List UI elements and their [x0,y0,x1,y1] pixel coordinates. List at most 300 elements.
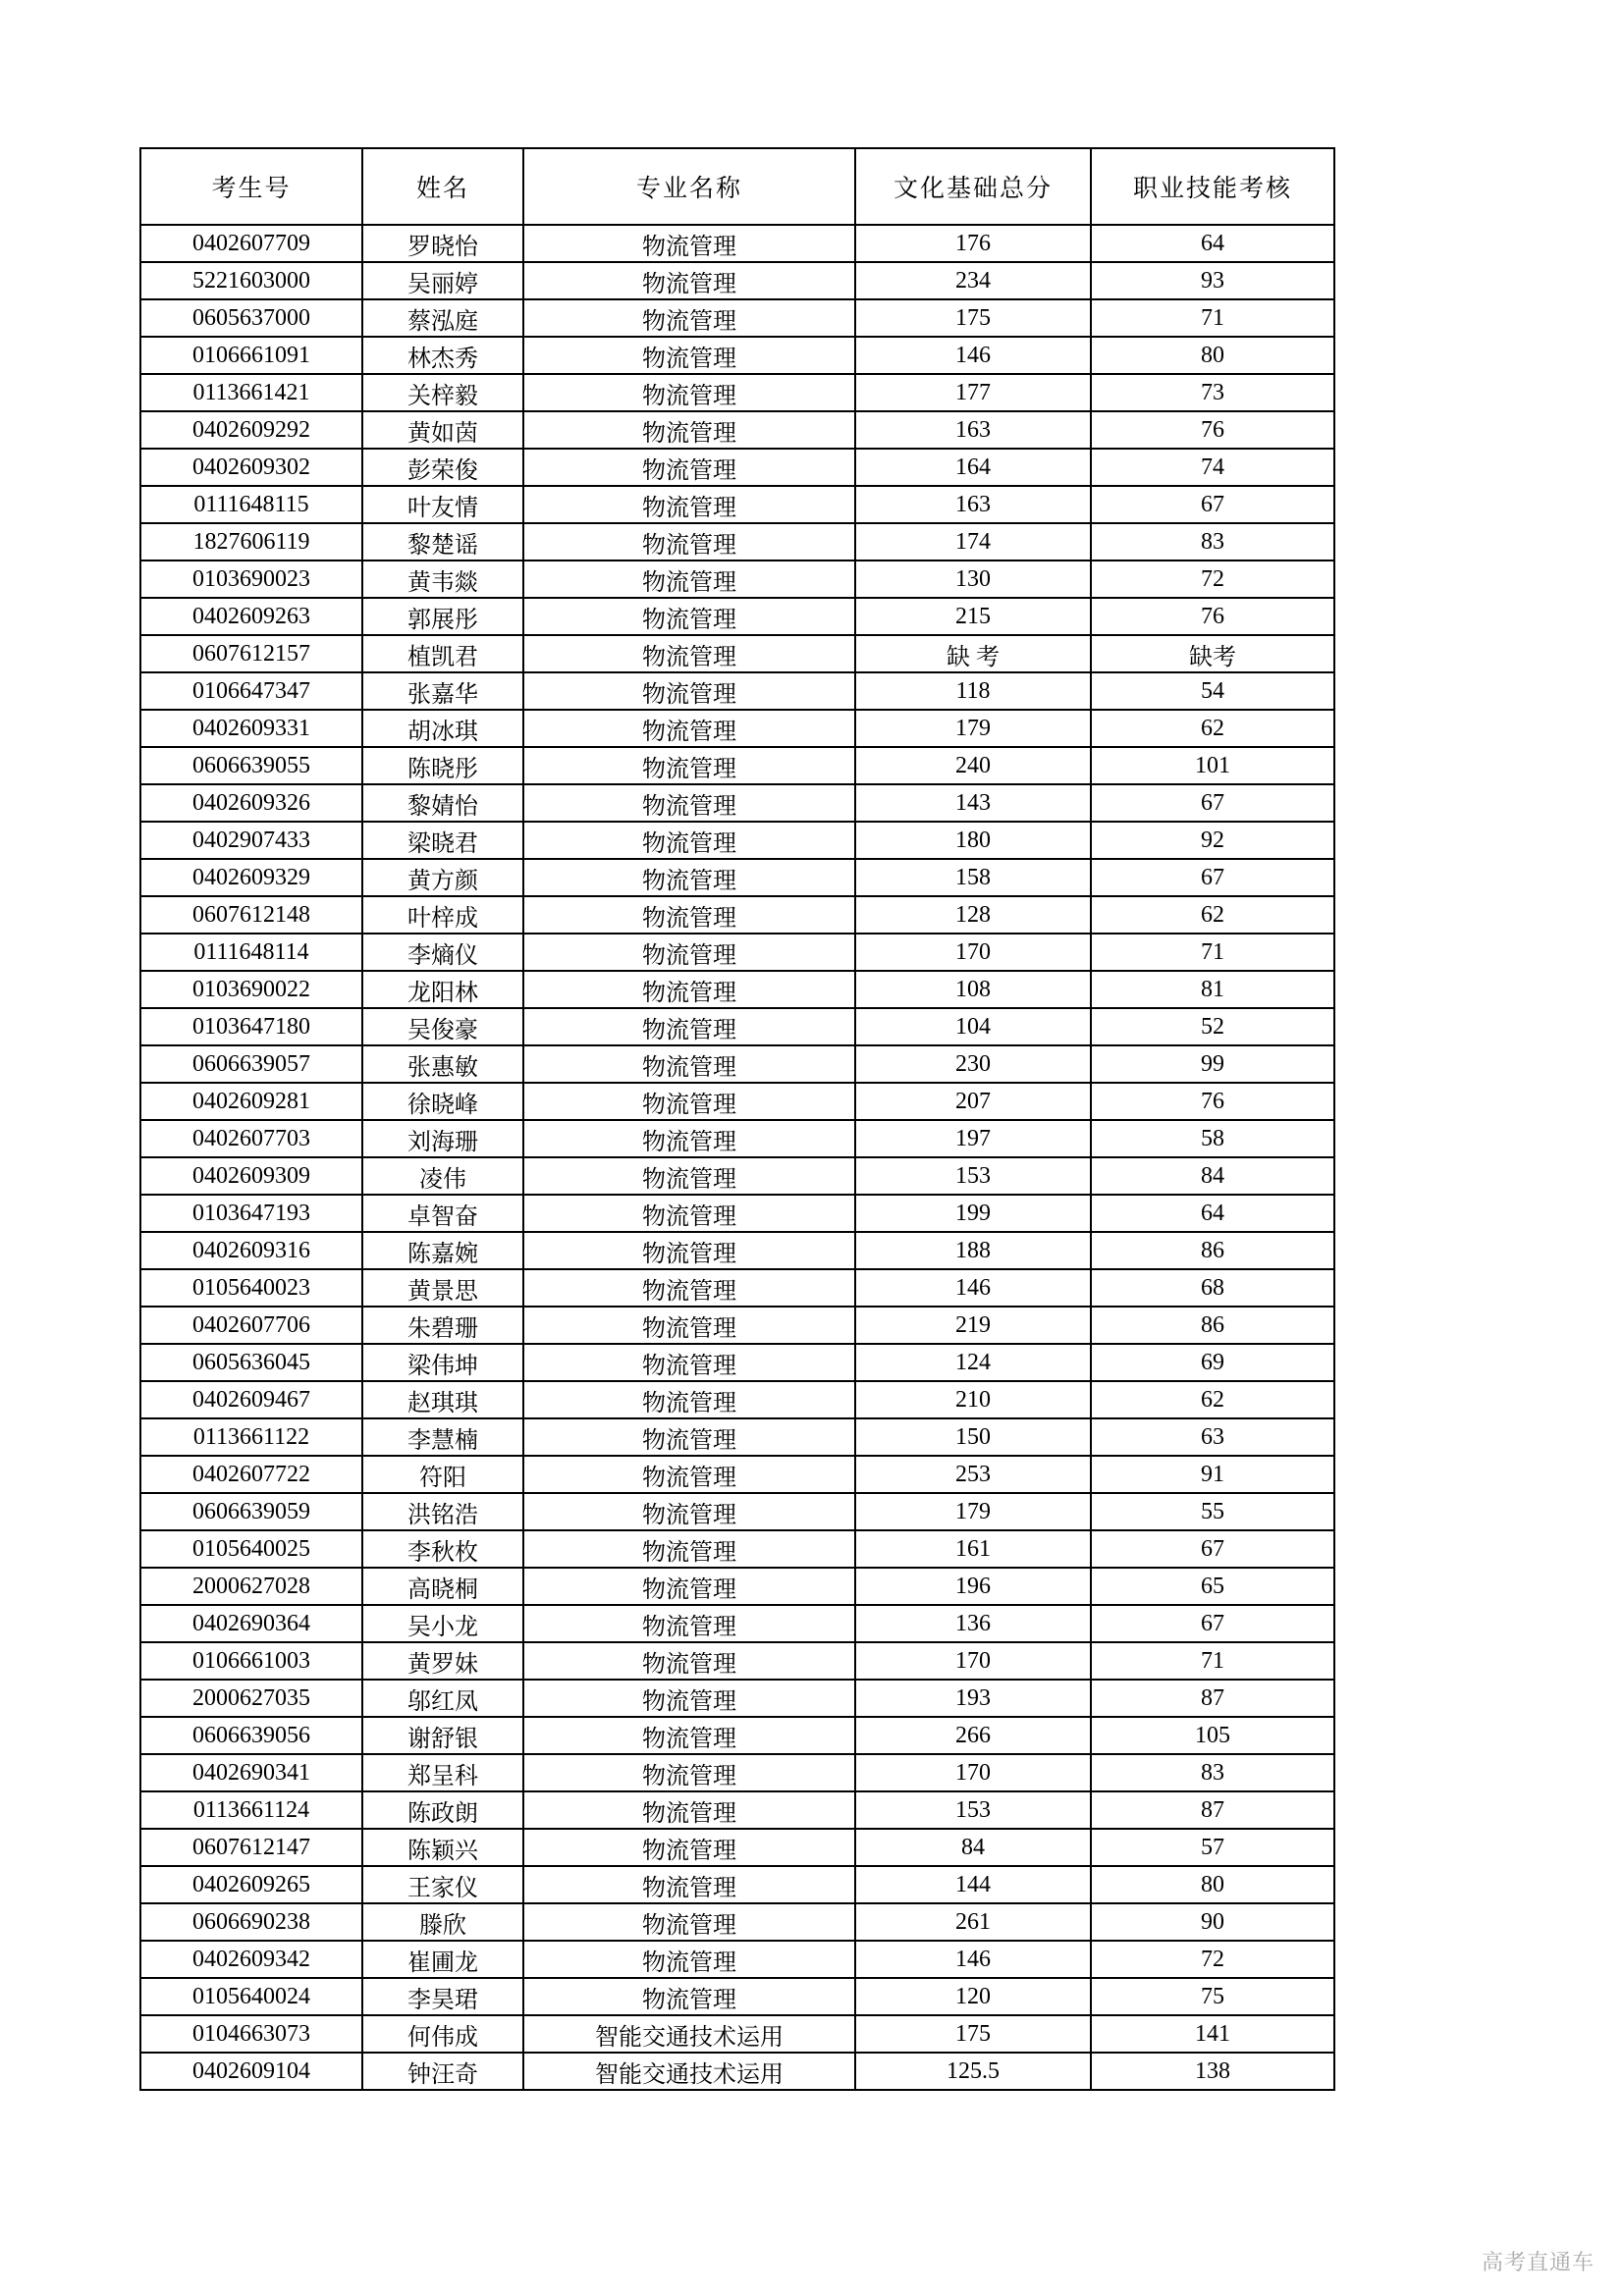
table-row [140,971,1334,1008]
table-cell: 138 [1091,2053,1334,2090]
table-cell: 物流管理 [523,635,855,672]
table-cell: 71 [1091,934,1334,971]
table-cell: 62 [1091,710,1334,747]
table-cell: 83 [1091,523,1334,561]
table-cell: 黄景思 [362,1269,523,1307]
table-row [140,561,1334,598]
table-cell: 54 [1091,672,1334,710]
table-row [140,1195,1334,1232]
table-cell: 李秋枚 [362,1530,523,1568]
table-cell: 146 [855,337,1091,374]
table-cell: 李昊珺 [362,1978,523,2015]
table-cell: 76 [1091,598,1334,635]
table-cell: 物流管理 [523,896,855,934]
table-cell: 王家仪 [362,1866,523,1903]
table-cell: 76 [1091,1083,1334,1120]
table-cell: 0606639057 [140,1045,362,1083]
table-cell: 0605637000 [140,299,362,337]
table-cell: 101 [1091,747,1334,784]
table-cell: 57 [1091,1829,1334,1866]
table-cell: 67 [1091,1605,1334,1642]
table-cell: 0402607709 [140,225,362,262]
table-row [140,822,1334,859]
table-cell: 赵琪琪 [362,1381,523,1418]
table-cell: 86 [1091,1307,1334,1344]
table-cell: 0103690022 [140,971,362,1008]
table-cell: 李慧楠 [362,1418,523,1456]
table-cell: 84 [1091,1157,1334,1195]
table-cell: 郑呈科 [362,1754,523,1791]
table-cell: 0402609263 [140,598,362,635]
table-cell: 52 [1091,1008,1334,1045]
table-cell: 刘海珊 [362,1120,523,1157]
table-cell: 0103690023 [140,561,362,598]
table-cell: 物流管理 [523,822,855,859]
table-cell: 163 [855,486,1091,523]
table-cell: 80 [1091,337,1334,374]
table-cell: 80 [1091,1866,1334,1903]
table-cell: 智能交通技术运用 [523,2015,855,2053]
table-cell: 谢舒银 [362,1717,523,1754]
table-cell: 234 [855,262,1091,299]
table-cell: 64 [1091,225,1334,262]
table-cell: 219 [855,1307,1091,1344]
table-cell: 物流管理 [523,672,855,710]
table-cell: 黄罗妹 [362,1642,523,1680]
table-cell: 0402907433 [140,822,362,859]
table-cell: 物流管理 [523,225,855,262]
table-row [140,1083,1334,1120]
table-cell: 71 [1091,299,1334,337]
table-cell: 0402609302 [140,449,362,486]
table-cell: 0402609309 [140,1157,362,1195]
table-cell: 67 [1091,859,1334,896]
table-cell: 72 [1091,1941,1334,1978]
table-cell: 0606639059 [140,1493,362,1530]
table-cell: 陈嘉婉 [362,1232,523,1269]
table-cell: 物流管理 [523,1157,855,1195]
table-row [140,1418,1334,1456]
table-cell: 0607612157 [140,635,362,672]
table-cell: 张嘉华 [362,672,523,710]
table-cell: 0402609265 [140,1866,362,1903]
table-cell: 陈政朗 [362,1791,523,1829]
table-cell: 158 [855,859,1091,896]
score-table [139,147,1335,2091]
table-cell: 物流管理 [523,1866,855,1903]
table-cell: 物流管理 [523,598,855,635]
table-cell: 108 [855,971,1091,1008]
table-cell: 153 [855,1791,1091,1829]
table-cell: 0402609467 [140,1381,362,1418]
table-row [140,1120,1334,1157]
table-cell: 物流管理 [523,971,855,1008]
table-cell: 0113661124 [140,1791,362,1829]
table-cell: 73 [1091,374,1334,411]
watermark-text: 高考直通车 [1481,2250,1595,2274]
table-cell: 62 [1091,1381,1334,1418]
table-cell: 104 [855,1008,1091,1045]
table-cell: 128 [855,896,1091,934]
table-cell: 174 [855,523,1091,561]
table-cell: 146 [855,1269,1091,1307]
header-row [140,148,1334,225]
table-row [140,1008,1334,1045]
table-cell: 175 [855,2015,1091,2053]
table-cell: 64 [1091,1195,1334,1232]
table-cell: 罗晓怡 [362,225,523,262]
table-cell: 物流管理 [523,1642,855,1680]
table-cell: 徐晓峰 [362,1083,523,1120]
table-cell: 物流管理 [523,262,855,299]
column-header: 考生号 [140,148,362,225]
table-cell: 0111648115 [140,486,362,523]
column-header: 文化基础总分 [855,148,1091,225]
table-cell: 物流管理 [523,1493,855,1530]
table-cell: 266 [855,1717,1091,1754]
table-cell: 符阳 [362,1456,523,1493]
table-cell: 物流管理 [523,1307,855,1344]
table-cell: 植凯君 [362,635,523,672]
table-cell: 李熵仪 [362,934,523,971]
table-cell: 125.5 [855,2053,1091,2090]
table-row [140,1941,1334,1978]
table-cell: 179 [855,710,1091,747]
table-cell: 0402607703 [140,1120,362,1157]
table-cell: 彭荣俊 [362,449,523,486]
table-cell: 177 [855,374,1091,411]
table-cell: 164 [855,449,1091,486]
table-row [140,784,1334,822]
table-row [140,374,1334,411]
table-row [140,1456,1334,1493]
table-row [140,672,1334,710]
table-cell: 193 [855,1680,1091,1717]
table-cell: 钟汪奇 [362,2053,523,2090]
table-cell: 凌伟 [362,1157,523,1195]
table-cell: 物流管理 [523,934,855,971]
table-cell: 黄方颜 [362,859,523,896]
table-cell: 86 [1091,1232,1334,1269]
table-row [140,1344,1334,1381]
table-cell: 176 [855,225,1091,262]
table-cell: 63 [1091,1418,1334,1456]
table-cell: 146 [855,1941,1091,1978]
table-cell: 0105640024 [140,1978,362,2015]
table-cell: 0106647347 [140,672,362,710]
table-cell: 物流管理 [523,1456,855,1493]
table-row [140,1157,1334,1195]
table-cell: 67 [1091,1530,1334,1568]
table-cell: 136 [855,1605,1091,1642]
table-cell: 215 [855,598,1091,635]
table-cell: 5221603000 [140,262,362,299]
table-cell: 陈晓彤 [362,747,523,784]
table-cell: 物流管理 [523,1717,855,1754]
table-cell: 153 [855,1157,1091,1195]
table-row [140,1791,1334,1829]
table-cell: 0106661091 [140,337,362,374]
table-cell: 吴俊豪 [362,1008,523,1045]
table-cell: 物流管理 [523,859,855,896]
table-cell: 74 [1091,449,1334,486]
table-cell: 黎婧怡 [362,784,523,822]
table-row [140,1680,1334,1717]
table-cell: 物流管理 [523,1083,855,1120]
table-cell: 林杰秀 [362,337,523,374]
table-cell: 龙阳林 [362,971,523,1008]
table-cell: 0111648114 [140,934,362,971]
table-cell: 93 [1091,262,1334,299]
table-cell: 179 [855,1493,1091,1530]
table-cell: 物流管理 [523,1903,855,1941]
table-cell: 170 [855,1642,1091,1680]
table-row [140,1232,1334,1269]
table-cell: 0402609316 [140,1232,362,1269]
table-cell: 120 [855,1978,1091,2015]
table-cell: 物流管理 [523,523,855,561]
table-cell: 0103647180 [140,1008,362,1045]
table-cell: 0607612147 [140,1829,362,1866]
table-cell: 0113661421 [140,374,362,411]
table-cell: 68 [1091,1269,1334,1307]
table-cell: 物流管理 [523,337,855,374]
table-cell: 210 [855,1381,1091,1418]
table-row [140,449,1334,486]
table-cell: 关梓毅 [362,374,523,411]
table-cell: 58 [1091,1120,1334,1157]
table-cell: 67 [1091,486,1334,523]
table-cell: 0103647193 [140,1195,362,1232]
table-cell: 物流管理 [523,747,855,784]
table-cell: 0606690238 [140,1903,362,1941]
table-cell: 0605636045 [140,1344,362,1381]
table-row [140,1866,1334,1903]
table-cell: 161 [855,1530,1091,1568]
table-row [140,1045,1334,1083]
table-cell: 72 [1091,561,1334,598]
table-row [140,1530,1334,1568]
table-cell: 69 [1091,1344,1334,1381]
table-cell: 71 [1091,1642,1334,1680]
table-cell: 物流管理 [523,1978,855,2015]
table-cell: 高晓桐 [362,1568,523,1605]
table-row [140,598,1334,635]
table-row [140,1269,1334,1307]
table-row [140,2053,1334,2090]
table-cell: 物流管理 [523,1418,855,1456]
table-cell: 郭展彤 [362,598,523,635]
table-cell: 0402609292 [140,411,362,449]
table-cell: 196 [855,1568,1091,1605]
table-row [140,523,1334,561]
table-cell: 1827606119 [140,523,362,561]
table-row [140,1493,1334,1530]
table-row [140,2015,1334,2053]
table-cell: 0402607722 [140,1456,362,1493]
column-header: 姓名 [362,148,523,225]
table-cell: 叶友情 [362,486,523,523]
table-row [140,1605,1334,1642]
table-row [140,1381,1334,1418]
table-cell: 物流管理 [523,1045,855,1083]
table-cell: 邬红凤 [362,1680,523,1717]
table-cell: 物流管理 [523,411,855,449]
table-cell: 0607612148 [140,896,362,934]
table-row [140,411,1334,449]
table-cell: 物流管理 [523,1605,855,1642]
table-cell: 物流管理 [523,299,855,337]
table-cell: 黎楚谣 [362,523,523,561]
table-cell: 物流管理 [523,1829,855,1866]
table-cell: 0606639056 [140,1717,362,1754]
table-cell: 缺考 [1091,635,1334,672]
table-cell: 崔圃龙 [362,1941,523,1978]
table-cell: 物流管理 [523,710,855,747]
table-cell: 物流管理 [523,1568,855,1605]
table-cell: 胡冰琪 [362,710,523,747]
table-cell: 物流管理 [523,1941,855,1978]
table-cell: 83 [1091,1754,1334,1791]
table-row [140,934,1334,971]
table-cell: 130 [855,561,1091,598]
table-cell: 2000627035 [140,1680,362,1717]
table-cell: 207 [855,1083,1091,1120]
table-cell: 76 [1091,411,1334,449]
table-cell: 物流管理 [523,784,855,822]
table-cell: 吴丽婷 [362,262,523,299]
table-cell: 何伟成 [362,2015,523,2053]
table-row [140,1642,1334,1680]
table-cell: 0402690364 [140,1605,362,1642]
table-cell: 物流管理 [523,1680,855,1717]
table-cell: 卓智奋 [362,1195,523,1232]
table-cell: 65 [1091,1568,1334,1605]
table-cell: 253 [855,1456,1091,1493]
table-row [140,859,1334,896]
table-cell: 75 [1091,1978,1334,2015]
table-cell: 175 [855,299,1091,337]
table-row [140,1717,1334,1754]
table-cell: 物流管理 [523,1530,855,1568]
table-cell: 黄韦燚 [362,561,523,598]
table-cell: 蔡泓庭 [362,299,523,337]
table-cell: 0113661122 [140,1418,362,1456]
table-cell: 0104663073 [140,2015,362,2053]
table-cell: 张惠敏 [362,1045,523,1083]
table-row [140,486,1334,523]
table-cell: 143 [855,784,1091,822]
table-cell: 197 [855,1120,1091,1157]
table-cell: 2000627028 [140,1568,362,1605]
table-row [140,1978,1334,2015]
table-cell: 0402690341 [140,1754,362,1791]
table-row [140,635,1334,672]
table-cell: 0402609342 [140,1941,362,1978]
table-cell: 叶梓成 [362,896,523,934]
table-cell: 87 [1091,1680,1334,1717]
table-cell: 84 [855,1829,1091,1866]
table-row [140,710,1334,747]
table-cell: 141 [1091,2015,1334,2053]
table-cell: 188 [855,1232,1091,1269]
table-cell: 0402609331 [140,710,362,747]
table-cell: 180 [855,822,1091,859]
table-cell: 0402609104 [140,2053,362,2090]
table-cell: 智能交通技术运用 [523,2053,855,2090]
table-cell: 118 [855,672,1091,710]
table-cell: 滕欣 [362,1903,523,1941]
table-cell: 吴小龙 [362,1605,523,1642]
table-cell: 物流管理 [523,1344,855,1381]
table-cell: 物流管理 [523,1381,855,1418]
table-cell: 0402609326 [140,784,362,822]
table-cell: 91 [1091,1456,1334,1493]
column-header: 专业名称 [523,148,855,225]
column-header: 职业技能考核 [1091,148,1334,225]
table-cell: 99 [1091,1045,1334,1083]
table-cell: 144 [855,1866,1091,1903]
table-cell: 洪铭浩 [362,1493,523,1530]
table-cell: 55 [1091,1493,1334,1530]
table-cell: 物流管理 [523,561,855,598]
table-cell: 163 [855,411,1091,449]
table-cell: 物流管理 [523,374,855,411]
table-row [140,225,1334,262]
table-cell: 缺 考 [855,635,1091,672]
table-cell: 230 [855,1045,1091,1083]
table-cell: 物流管理 [523,449,855,486]
table-row [140,1829,1334,1866]
table-cell: 物流管理 [523,1791,855,1829]
table-cell: 90 [1091,1903,1334,1941]
table-cell: 0402607706 [140,1307,362,1344]
table-cell: 0105640023 [140,1269,362,1307]
table-cell: 黄如茵 [362,411,523,449]
table-row [140,1754,1334,1791]
table-cell: 87 [1091,1791,1334,1829]
table-cell: 物流管理 [523,1754,855,1791]
table-cell: 朱碧珊 [362,1307,523,1344]
table-cell: 0402609281 [140,1083,362,1120]
table-row [140,747,1334,784]
table-cell: 梁晓君 [362,822,523,859]
table-cell: 81 [1091,971,1334,1008]
table-cell: 物流管理 [523,1232,855,1269]
table-cell: 150 [855,1418,1091,1456]
table-cell: 0402609329 [140,859,362,896]
table-cell: 105 [1091,1717,1334,1754]
table-row [140,1903,1334,1941]
table-cell: 199 [855,1195,1091,1232]
table-row [140,337,1334,374]
table-cell: 67 [1091,784,1334,822]
table-row [140,896,1334,934]
table-row [140,1568,1334,1605]
table-cell: 92 [1091,822,1334,859]
table-cell: 物流管理 [523,1008,855,1045]
table-cell: 梁伟坤 [362,1344,523,1381]
table-cell: 62 [1091,896,1334,934]
table-cell: 261 [855,1903,1091,1941]
table-cell: 240 [855,747,1091,784]
table-cell: 物流管理 [523,1120,855,1157]
table-cell: 0105640025 [140,1530,362,1568]
table-cell: 陈颖兴 [362,1829,523,1866]
table-cell: 物流管理 [523,486,855,523]
table-cell: 0606639055 [140,747,362,784]
table-row [140,262,1334,299]
